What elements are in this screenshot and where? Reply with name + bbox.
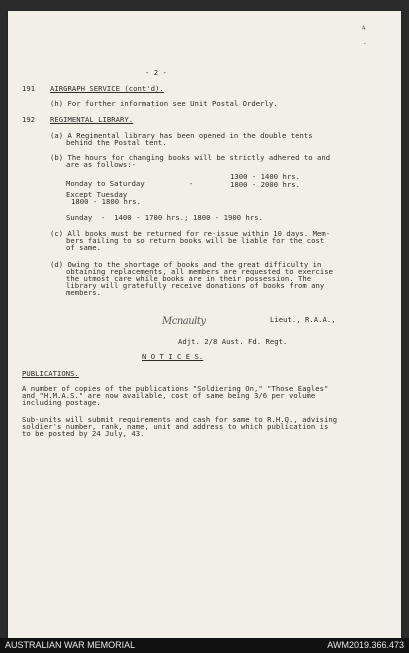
- paragraph-d-line: obtaining replacements, all members are requested to exercise: [66, 267, 334, 276]
- paragraph-d-line: (d) Owing to the shortage of books and the great difficulty in: [50, 260, 322, 269]
- publications-line: including postage.: [22, 398, 101, 407]
- paragraph-b-line: (b) The hours for changing books will be strictly adhered to and: [50, 153, 331, 162]
- section-number: 191: [22, 84, 36, 93]
- paragraph-h: (h) For further information see Unit Postal Orderly.: [50, 99, 278, 108]
- schedule-exception: Except Tuesday: [66, 190, 128, 199]
- paragraph-c-line: of same.: [66, 243, 102, 252]
- schedule-dash: -: [189, 179, 194, 188]
- paragraph-c-line: (c) All books must be returned for re-issue within 10 days. Mem-: [50, 229, 331, 238]
- footer-source: AUSTRALIAN WAR MEMORIAL: [5, 640, 136, 650]
- paragraph-d-line: members.: [66, 288, 102, 297]
- corner-mark: -: [361, 39, 368, 48]
- publications-heading: PUBLICATIONS.: [22, 369, 79, 378]
- paragraph-a-line: (a) A Regimental library has been opened in the double tents: [50, 131, 313, 140]
- section-title: AIRGRAPH SERVICE (cont'd).: [50, 84, 164, 93]
- footer-accession-id: AWM2019.366.473: [327, 640, 404, 650]
- paragraph-d-line: the utmost care while books are in their possession. The: [66, 274, 312, 283]
- publications-line: to be posted by 24 July, 43.: [22, 429, 145, 438]
- document-page: [8, 11, 401, 638]
- footer-bar: [0, 638, 409, 653]
- notices-heading: N O T I C E S.: [142, 352, 204, 361]
- publications-line: soldier's number, rank, name, unit and address to which publication is: [22, 422, 329, 431]
- signatory-title: Adjt. 2/8 Aust. Fd. Regt.: [178, 337, 288, 346]
- paragraph-b-line: are as follows:-: [66, 160, 137, 169]
- handwritten-signature: Mcnaulty: [162, 316, 206, 327]
- publications-line: A number of copies of the publications "Soldiering On," "Those Eagles": [22, 384, 329, 393]
- paragraph-d-line: library will gratefully receive donations of books from any: [66, 281, 325, 290]
- schedule-exception-hours: 1800 - 1800 hrs.: [71, 197, 142, 206]
- paragraph-a-line: behind the Postal tent.: [66, 138, 167, 147]
- sunday-hours: Sunday - 1400 - 1700 hrs.; 1800 - 1900 hrs.: [66, 213, 263, 222]
- corner-mark: 4: [360, 24, 367, 33]
- hours-line: 1800 - 2000 hrs.: [230, 180, 301, 189]
- publications-line: and "H.M.A.S." are now available, cost of same being 3/6 per volume: [22, 391, 316, 400]
- page-number: - 2 -: [145, 68, 167, 77]
- section-title: REGIMENTAL LIBRARY.: [50, 115, 134, 124]
- publications-line: Sub-units will submit requirements and cash for same to R.H.Q., advising: [22, 415, 338, 424]
- paragraph-c-line: bers failing to so return books will be liable for the cost: [66, 236, 325, 245]
- signatory-rank: Lieut., R.A.A.,: [270, 315, 336, 324]
- schedule-days: Monday to Saturday: [66, 179, 145, 188]
- hours-line: 1300 - 1400 hrs.: [230, 172, 301, 181]
- section-number: 192: [22, 115, 36, 124]
